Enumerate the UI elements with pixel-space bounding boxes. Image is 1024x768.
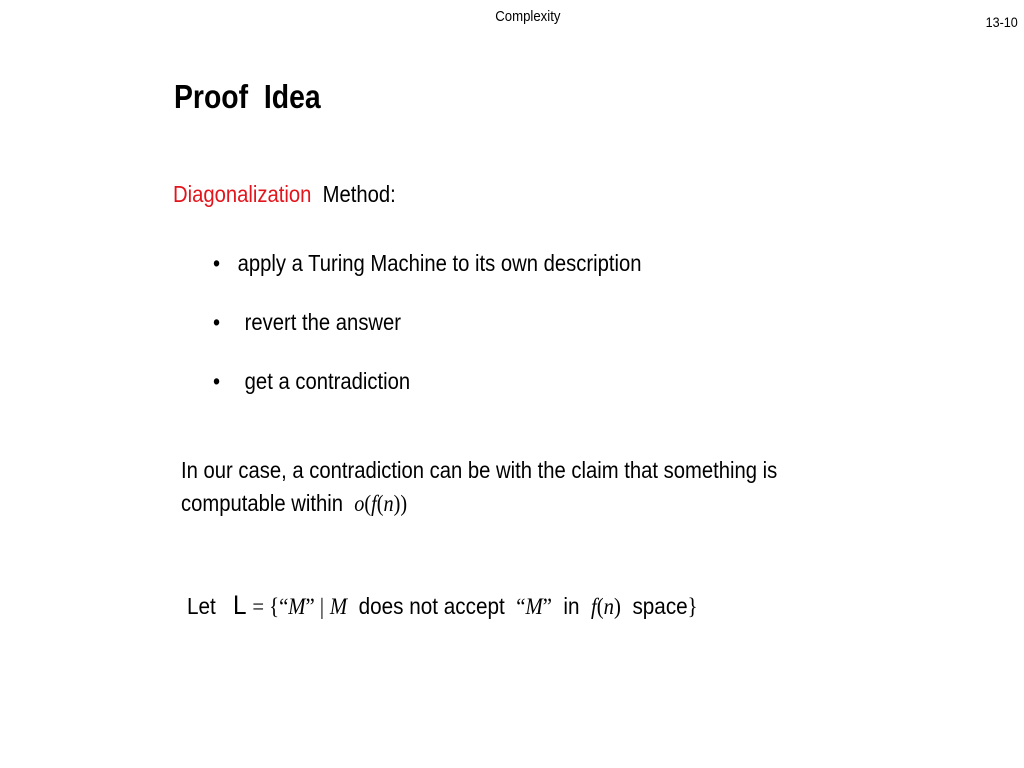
def-quote-close: ” — [542, 594, 552, 619]
language-definition — [187, 590, 698, 621]
method-highlight: Diagonalization — [173, 181, 312, 207]
paragraph-line-2 — [181, 487, 777, 520]
bullet-marker: • — [213, 250, 221, 276]
language-symbol: L — [233, 590, 247, 620]
def-n: n — [603, 594, 615, 619]
slide-number: 13-10 — [985, 14, 1018, 30]
paragraph-line-1: In our case, a contradiction can be with the claim that something is — [181, 457, 778, 483]
def-in: in — [563, 593, 580, 619]
def-paren-close: ) — [614, 594, 621, 619]
bullet-text: get a contradiction — [244, 368, 411, 394]
bullet-text: apply a Turing Machine to its own description — [237, 250, 642, 276]
def-m2: M — [329, 594, 348, 619]
def-bar: ” | — [305, 594, 325, 619]
bullet-item — [213, 368, 642, 427]
bullet-item — [213, 309, 642, 368]
bullet-list — [213, 250, 642, 427]
bullet-marker: • — [213, 309, 221, 335]
math-paren: ( — [376, 491, 384, 516]
bullet-marker: • — [213, 368, 221, 394]
math-paren: ( — [364, 491, 372, 516]
math-expression — [354, 491, 407, 516]
math-f: f — [371, 491, 377, 516]
math-o: o — [354, 491, 365, 516]
paragraph — [181, 454, 777, 520]
def-brace-close: } — [687, 594, 698, 619]
math-paren: )) — [393, 491, 408, 516]
def-m3: M — [525, 594, 543, 619]
def-paren-open: ( — [596, 594, 604, 619]
def-eq-open: = {“ — [252, 594, 289, 619]
paragraph-line-2-text: computable within — [181, 490, 344, 516]
let-word: Let — [187, 593, 216, 619]
math-n: n — [383, 491, 394, 516]
def-space: space — [632, 593, 688, 619]
slide-title: Proof Idea — [174, 78, 321, 115]
bullet-text: revert the answer — [244, 309, 402, 335]
def-does-not-accept: does not accept — [358, 593, 505, 619]
method-label: Method: — [322, 181, 396, 207]
def-f: f — [591, 594, 597, 619]
def-quote-open: “ — [516, 594, 526, 619]
header-title: Complexity — [495, 8, 561, 25]
bullet-item — [213, 250, 642, 309]
def-m1: M — [288, 594, 306, 619]
method-line — [173, 181, 396, 208]
